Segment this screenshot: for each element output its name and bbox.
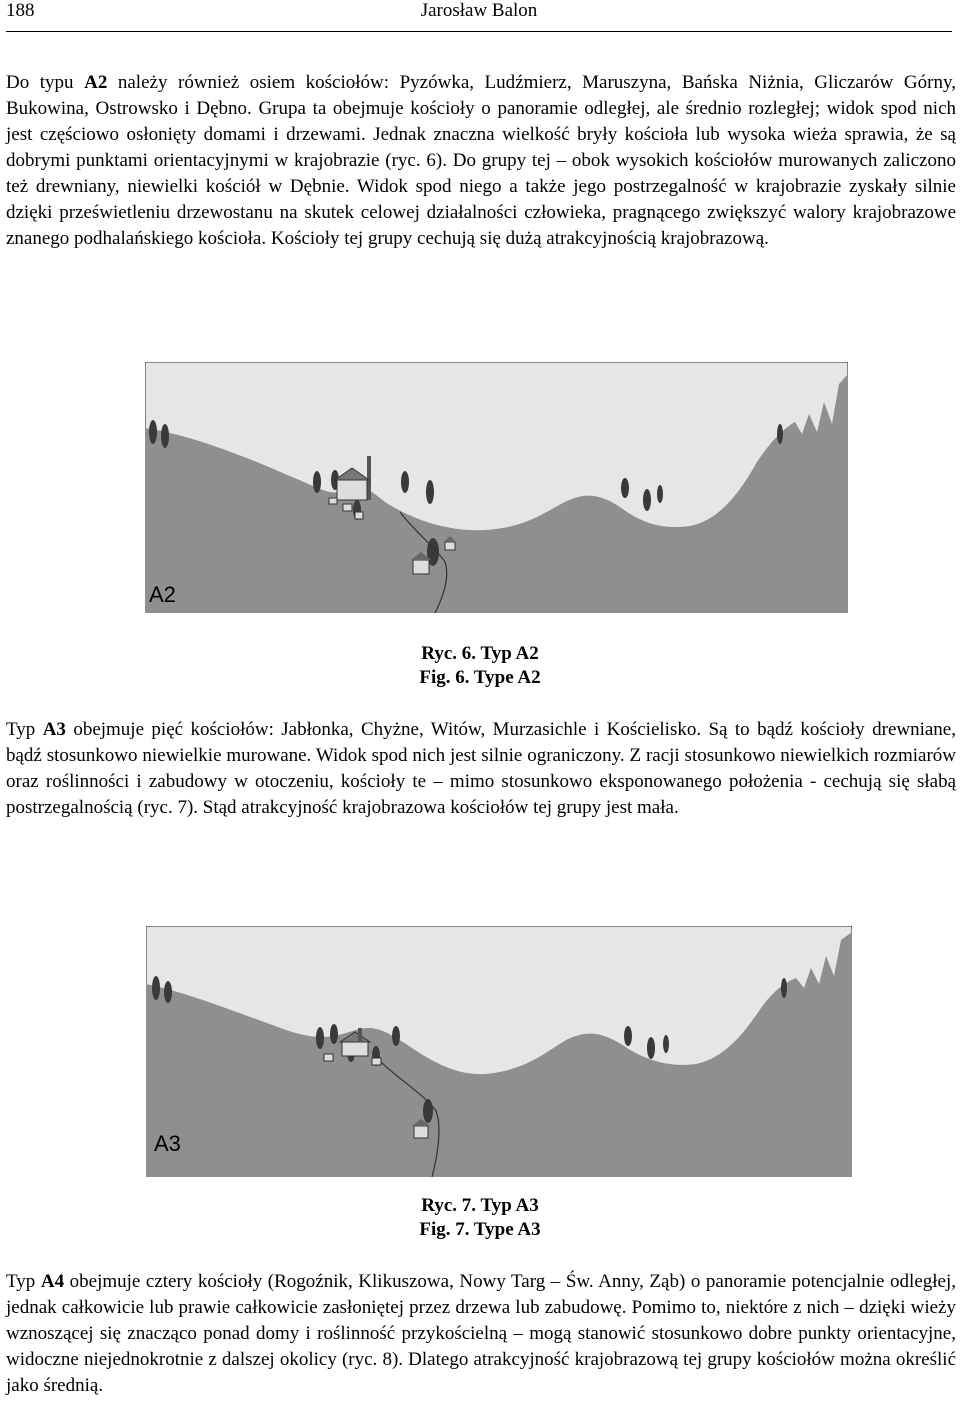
figure-caption-pl: Ryc. 6. Typ A2 [421, 643, 539, 664]
header-rule [6, 31, 952, 32]
figure-type-a2 [145, 362, 848, 613]
figure-caption-en: Fig. 7. Type A3 [419, 1219, 541, 1240]
landscape-illustration-a3 [146, 926, 852, 1177]
figure-caption-pl: Ryc. 7. Typ A3 [421, 1195, 539, 1216]
paragraph-type-a3: Typ A3 obejmuje pięć kościołów: Jabłonka, Chyżne, Witów, Murzasichle i Kościelisko. Są to bądź kościoły drewniane, bądź stosunkowo niewielkie murowane. Widok spod nich jest silnie ograniczony. Z racji stosunkowo niewielkich rozmiarów oraz roślinności i zabudowy w otoczeniu, kościoły te – mimo stosunkowo eksponowanego położenia - cechują się słabą postrzegalnością (ryc. 7). Stąd atrakcyjność krajobrazowa kościołów tej grupy jest mała. [6, 719, 956, 818]
running-title: Jarosław Balon [420, 0, 538, 21]
landscape-illustration-a2 [145, 362, 848, 613]
figure-caption-en: Fig. 6. Type A2 [419, 667, 541, 688]
type-code: A2 [84, 72, 108, 93]
page-header [6, 0, 952, 30]
paragraph-type-a2: Do typu A2 należy również osiem kościołów: Pyzówka, Ludźmierz, Maruszyna, Bańska Niżnia, Gliczarów Górny, Bukowina, Ostrowsko i Dębno. Grupa ta obejmuje kościoły o panoramie odległej, ale średnio rozległej; widok spod nich jest częściowo osłonięty domami i drzewami. Jednak znaczna wielkość bryły kościoła lub wysoka wieża sprawia, że są dobrymi punktami orientacyjnymi w krajobrazie (ryc. 6). Do grupy tej – obok wysokich kościołów murowanych zaliczono też drewniany, niewielki kościół w Dębnie. Widok spod niego a także jego postrzegalność w krajobrazie zyskały silnie dzięki prześwietleniu drzewostanu na skutek celowej działalności człowieka, pragnącego zwiększyć walory krajobrazowe znanego podhalańskiego kościoła. Kościoły tej grupy cechują się dużą atrakcyjnością krajobrazową. [6, 72, 956, 249]
paragraph-type-a4: Typ A4 obejmuje cztery kościoły (Rogoźnik, Klikuszowa, Nowy Targ – Św. Anny, Ząb) o panoramie potencjalnie odległej, jednak całkowicie lub prawie całkowicie zasłoniętej przez drzewa lub zabudowę. Pomimo to, niektóre z nich – dzięki wieży wznoszącej się znacząco ponad domy i roślinność przykościelną – mogą stanowić stosunkowo dobre punkty orientacyjne, widoczne niejednokrotnie z dalszej okolicy (ryc. 8). Dlatego atrakcyjność krajobrazową tej grupy kościołów można określić jako średnią. [6, 1271, 957, 1396]
figure-label: A2 [149, 582, 176, 607]
figure-type-a3 [146, 926, 852, 1177]
page-number: 188 [6, 0, 35, 21]
type-code: A3 [42, 719, 66, 740]
type-code: A4 [40, 1271, 65, 1292]
figure-label: A3 [154, 1131, 181, 1156]
